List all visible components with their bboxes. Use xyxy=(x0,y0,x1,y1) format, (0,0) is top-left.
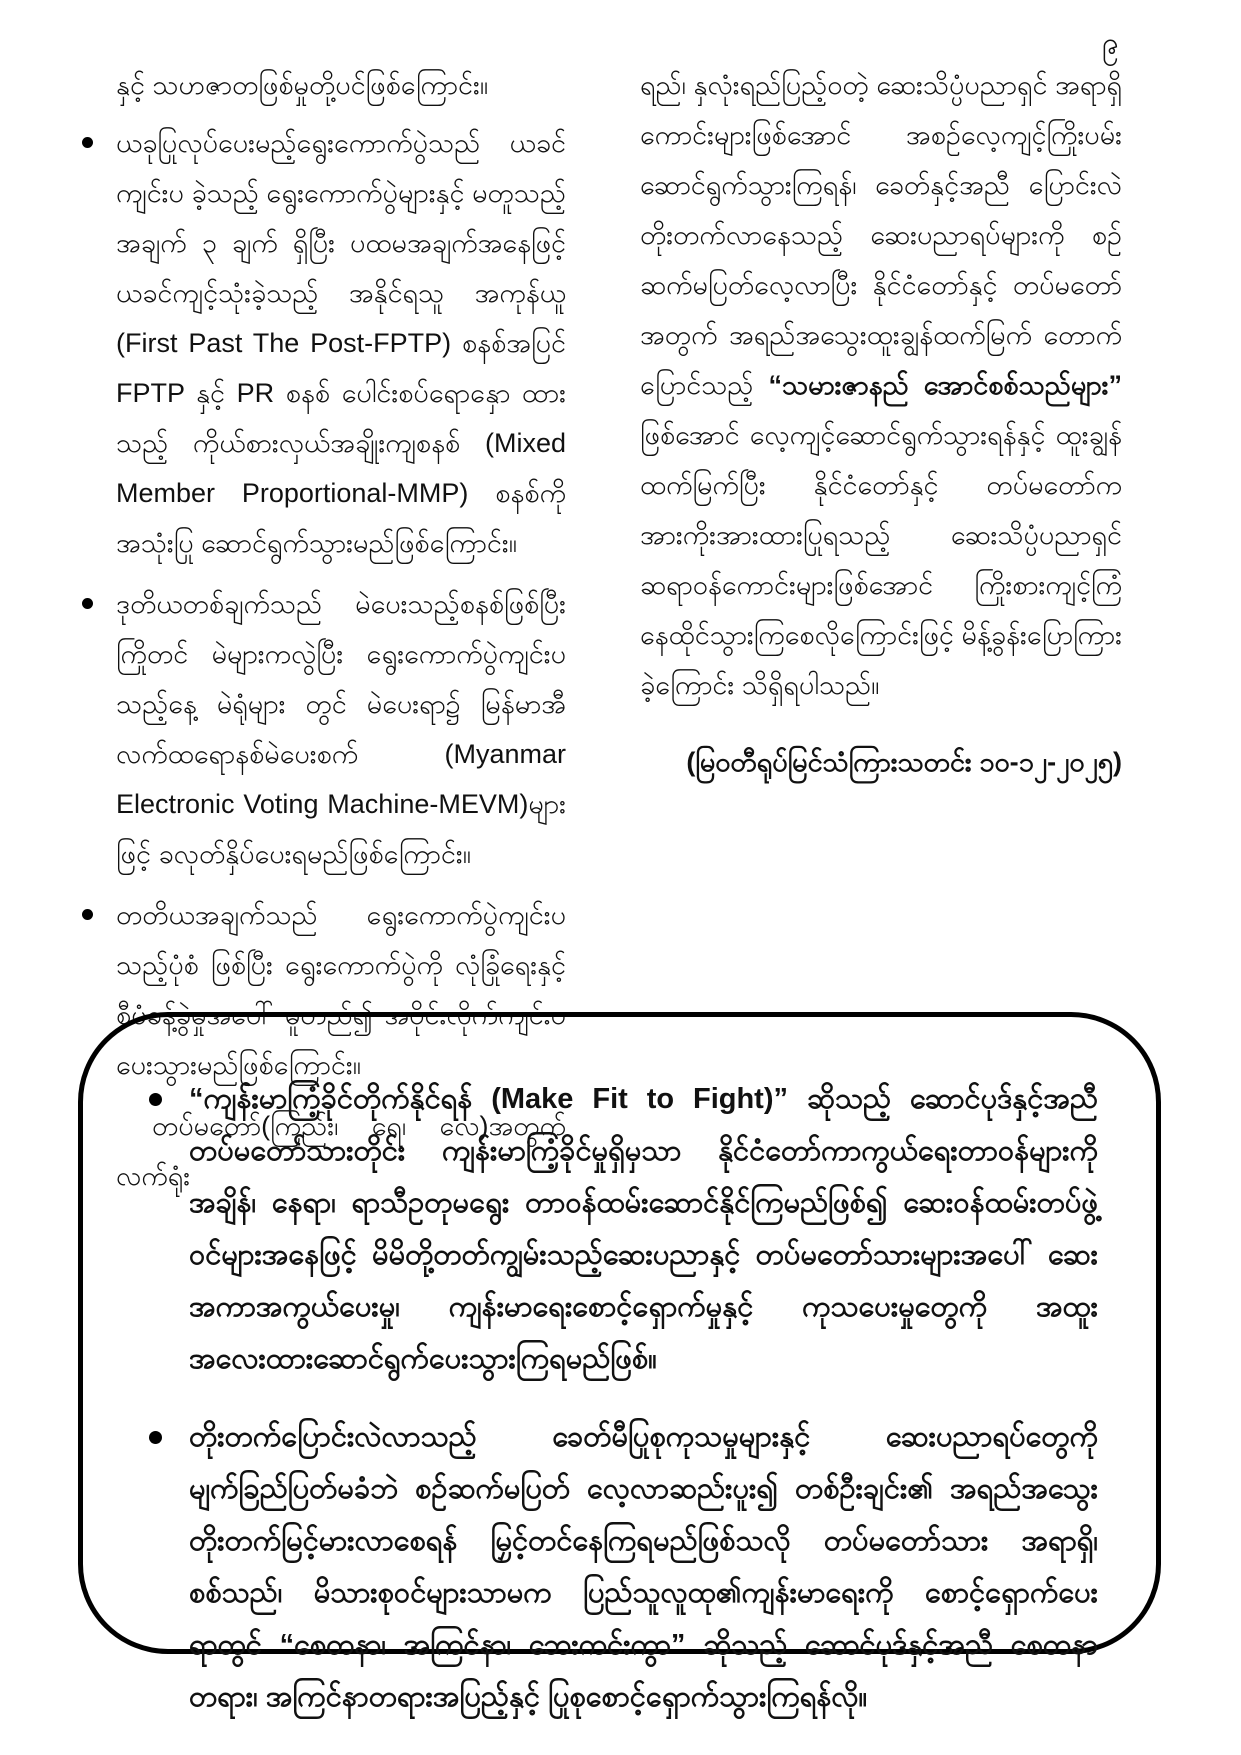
list-item-text: တတိယအချက်သည် ရွေးကောက်ပွဲကျင်းပသည့်ပုံစံ ဖြစ်ပြီး ရွေးကောက်ပွဲကို လုံခြုံရေးနှင့် စီမံခန့်ခွဲမှုအပေါ် မူတည်၍ အပိုင်းလိုက်ကျင်းပပေးသွားမည်ဖြစ်ကြောင်း။ xyxy=(116,900,566,1080)
paragraph-text: ဖြစ်အောင် လေ့ကျင့်ဆောင်ရွက်သွားရန်နှင့် ထူးချွန်ထက်မြက်ပြီး နိုင်ငံတော်နှင့် တပ်မတော်က အားကိုးအားထားပြုရသည့် ဆေးသိပ္ပံပညာရှင်ဆရာဝန်ကောင်းများဖြစ်အောင် ကြိုးစားကျင့်ကြံ နေထိုင်သွားကြစေလိုကြောင်းဖြင့် မိန့်ခွန်းပြောကြားခဲ့ကြောင်း သိရှိရပါသည်။ xyxy=(640,420,1122,700)
paragraph-text: ရည်၊ နှလုံးရည်ပြည့်ဝတဲ့ ဆေးသိပ္ပံပညာရှင် အရာရှိကောင်းများဖြစ်အောင် အစဉ်လေ့ကျင့်ကြိုးပမ်းဆောင်ရွက်သွားကြရန်၊ ခေတ်နှင့်အညီ ပြောင်းလဲတိုးတက်လာနေသည့် ဆေးပညာရပ်များကို စဉ်ဆက်မပြတ်လေ့လာပြီး နိုင်ငံတော်နှင့် တပ်မတော်အတွက် အရည်အသွေးထူးချွန်ထက်မြက် တောက်ပြောင်သည့် xyxy=(640,70,1122,400)
bullet-icon xyxy=(149,1093,162,1106)
bold-quote-text: “သမားဇာနည် အောင်စစ်သည်များ” xyxy=(768,370,1122,400)
paragraph-continuation: နှင့် သဟဇာတဖြစ်မှုတို့ပင်ဖြစ်ကြောင်း။ xyxy=(116,70,489,100)
box-list-item-text: တိုးတက်ပြောင်းလဲလာသည့် ခေတ်မီပြုစုကုသမှုများနှင့် ဆေးပညာရပ်တွေကို မျက်ခြည်ပြတ်မခံဘဲ စဉ်ဆက်မပြတ် လေ့လာဆည်းပူး၍ တစ်ဦးချင်း၏ အရည်အသွေးတိုးတက်မြင့်မားလာစေရန် မြှင့်တင်နေကြရမည်ဖြစ်သလို တပ်မတော်သား အရာရှိ၊ စစ်သည်၊ မိသားစုဝင်များသာမက ပြည်သူလူထု၏ကျန်းမာရေးကို စောင့်ရှောက်ပေးရာတွင် “စေတနာ၊ အကြင်နာ၊ ဘေးကင်းကွာ” ဆိုသည့် ဆောင်ပုဒ်နှင့်အညီ စေတနာတရား၊ အကြင်နာတရားအပြည့်နှင့် ပြုစုစောင့်ရှောက်သွားကြရန်လို။ xyxy=(189,1421,1098,1713)
bullet-icon xyxy=(82,137,93,148)
box-list-item xyxy=(147,1073,1098,1385)
list-item-text: ယခုပြုလုပ်ပေးမည့်ရွေးကောက်ပွဲသည် ယခင်ကျင်းပ ခဲ့သည့် ရွေးကောက်ပွဲများနှင့် မတူသည့်အချက် ၃ ချက် ရှိပြီး ပထမအချက်အနေဖြင့် ယခင်ကျင့်သုံးခဲ့သည့် အနိုင်ရသူ အကုန်ယူ (First Past The Post-FPTP) စနစ်အပြင် FPTP နှင့် PR စနစ် ပေါင်းစပ်ရောနှော ထားသည့် ကိုယ်စားလှယ်အချိုးကျစနစ် (Mixed Member Proportional-MMP) စနစ်ကို အသုံးပြု ဆောင်ရွက်သွားမည်ဖြစ်ကြောင်း။ xyxy=(116,128,566,558)
body-paragraph xyxy=(640,60,1122,710)
bullet-icon xyxy=(82,598,93,609)
highlight-box xyxy=(78,1012,1161,1713)
source-attribution: (မြဝတီရုပ်မြင်သံကြားသတင်း ၁၀-၁၂-၂၀၂၅) xyxy=(686,747,1122,777)
list-item xyxy=(80,118,566,568)
box-list-item xyxy=(147,1411,1098,1723)
box-list-item-text: “ကျန်းမာကြံ့ခိုင်တိုက်နိုင်ရန် (Make Fit to Fight)” ဆိုသည့် ဆောင်ပုဒ်နှင့်အညီ တပ်မတော်သားတိုင်း ကျန်းမာကြံ့ခိုင်မှုရှိမှသာ နိုင်ငံတော်ကာကွယ်ရေးတာဝန်များကို အချိန်၊ နေရာ၊ ရာသီဥတုမရွေး တာဝန်ထမ်းဆောင်နိုင်ကြမည်ဖြစ်၍ ဆေးဝန်ထမ်းတပ်ဖွဲ့ဝင်များအနေဖြင့် မိမိတို့တတ်ကျွမ်းသည့်ဆေးပညာနှင့် တပ်မတော်သားများအပေါ် ဆေးအကာအကွယ်ပေးမှု၊ ကျန်းမာရေးစောင့်ရှောက်မှုနှင့် ကုသပေးမှုတွေကို အထူးအလေးထားဆောင်ရွက်ပေးသွားကြရမည်ဖြစ်။ xyxy=(189,1083,1098,1375)
bullet-icon xyxy=(149,1431,162,1444)
bullet-icon xyxy=(82,909,93,920)
page-number: ၉ xyxy=(1102,27,1119,60)
paragraph-start: တပ်မတော်(ကြည်း၊ ရေ၊ လေ)အတွက် လက်ရုံး xyxy=(116,1111,566,1191)
list-item xyxy=(80,579,566,879)
list-item-text: ဒုတိယတစ်ချက်သည် မဲပေးသည့်စနစ်ဖြစ်ပြီး ကြိုတင် မဲများကလွဲပြီး ရွေးကောက်ပွဲကျင်းပသည့်နေ့ မဲရုံများ တွင် မဲပေးရာ၌ မြန်မာအီလက်ထရောနစ်မဲပေးစက် (Myanmar Electronic Voting Machine-MEVM)များ ဖြင့် ခလုတ်နှိပ်ပေးရမည်ဖြစ်ကြောင်း။ xyxy=(116,589,566,869)
